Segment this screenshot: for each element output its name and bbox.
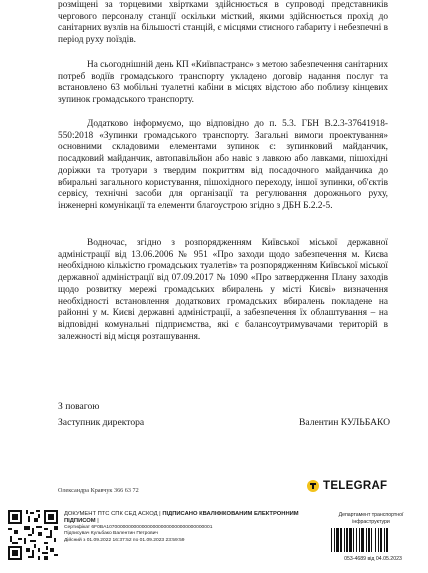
- signature-stamp: [64, 511, 304, 544]
- letter-paragraph-1: розміщені за торцевими хвіртками здійснюється в супроводі представників чергового персоналу станції оскільки місткий, якими здійснюється прохід до санітарних вузлів на більшості станцій, є місцями стисного габариту і небезпечні в період руху поїздів.: [58, 0, 388, 46]
- barcode-bar: [359, 528, 360, 552]
- barcode-bar: [331, 528, 332, 552]
- barcode-bar: [386, 528, 388, 552]
- doc-stamp-end: |: [97, 518, 99, 524]
- registration-number: 053-4689 від 04.05.2023: [344, 556, 402, 562]
- barcode-bar: [334, 528, 335, 552]
- certificate-number: Сертифікат 6F0BA107000000000000000000000000000000000001: [64, 525, 213, 530]
- barcode-bar: [336, 528, 339, 552]
- barcode-bar: [346, 528, 348, 552]
- barcode-bar: [366, 528, 367, 552]
- barcode-bar: [356, 528, 357, 552]
- department-name: Департамент транспортної інфраструктури: [338, 512, 404, 525]
- letter-paragraph-3: Додатково інформуємо, що відповідно до п. 5.3. ГБН В.2.3-37641918-550:2018 «Зупинки громадського транспорту. Загальні вимоги проектування» основними складовими елементами зупинок є: зупинковий майданчик, посадковий майданчик, автопавільйон або навіс з лавкою або лавками, пішохідні доріжки та тротуари з твердим покриттям від посадочного майданчика до вбиральні загального користування, пішохідного переходу, іншої зупинки, об'єктів сервісу, технічні засоби для організації та регулювання дорожнього руху, інженерні комунікації та елементи благоустрою згідно з ДБН Б.2.2-5.: [58, 119, 388, 211]
- barcode-bar: [384, 528, 385, 552]
- qr-code-icon: [6, 508, 60, 562]
- certificate-validity: Дійсний з 01.09.2022 16:37:52 по 01.09.2023 23:59:59: [64, 537, 185, 543]
- e-signature-footer: [0, 504, 428, 573]
- barcode-icon: [330, 528, 416, 552]
- closing-phrase: З повагою: [58, 401, 100, 412]
- signatory-name: Підписувач Кульбако Валентин Петрович: [64, 531, 158, 537]
- barcode-bar: [380, 528, 382, 552]
- barcode-bar: [371, 528, 372, 552]
- signer-name: Валентин КУЛЬБАКО: [299, 417, 391, 428]
- brand-name: TELEGRAF: [323, 480, 388, 492]
- barcode-bar: [340, 528, 342, 552]
- barcode-bar: [361, 528, 364, 552]
- barcode-bar: [349, 528, 352, 552]
- barcode-bar: [344, 528, 345, 552]
- letter-paragraph-4: Водночас, згідно з розпорядженням Київської міської державної адміністрації від 13.06.2006 № 951 «Про заходи щодо забезпечення м. Києва необхідною кількістю громадських туалетів» та розпорядженням Київської міської державної адміністрації від 07.09.2017 № 1090 «Про затвердження Плану заходів щодо розвитку мережі громадських вбиралень у місті Києві» визначення необхідності встановлення додаткових громадських вбиралень покладене на районні у м. Києві державні адміністрації, а забезпечення їх облаштування – на відповідні комунальні підприємства, які є балансоутримувачами територій в залежності від місця розташування.: [58, 238, 388, 342]
- signer-position: Заступник директора: [58, 417, 145, 428]
- telegraf-watermark: [307, 480, 387, 492]
- executor-contact: Олександра Кравчук 366 63 72: [58, 487, 139, 494]
- letter-paragraph-2: На сьогоднішній день КП «Київпастранс» з метою забезпечення санітарних потреб водіїв громадського транспорту укладено договір надання послуг та встановлено 63 мобільні туалетні кабіни в місцях відстою або поблизу кінцевих зупинок громадського транспорту.: [58, 60, 389, 106]
- barcode-bar: [378, 528, 379, 552]
- doc-stamp-signed: ПІДПИСАНО КВАЛІФІКОВАНИМ ЕЛЕКТРОННИМ ПІДПИСОМ: [64, 511, 299, 524]
- barcode-bar: [353, 528, 354, 552]
- barcode-bar: [375, 528, 376, 552]
- telegraf-logo-icon: [307, 480, 319, 492]
- doc-stamp-prefix: ДОКУМЕНТ ПТС СПК СЕД АСКОД |: [64, 511, 161, 517]
- barcode-bar: [368, 528, 370, 552]
